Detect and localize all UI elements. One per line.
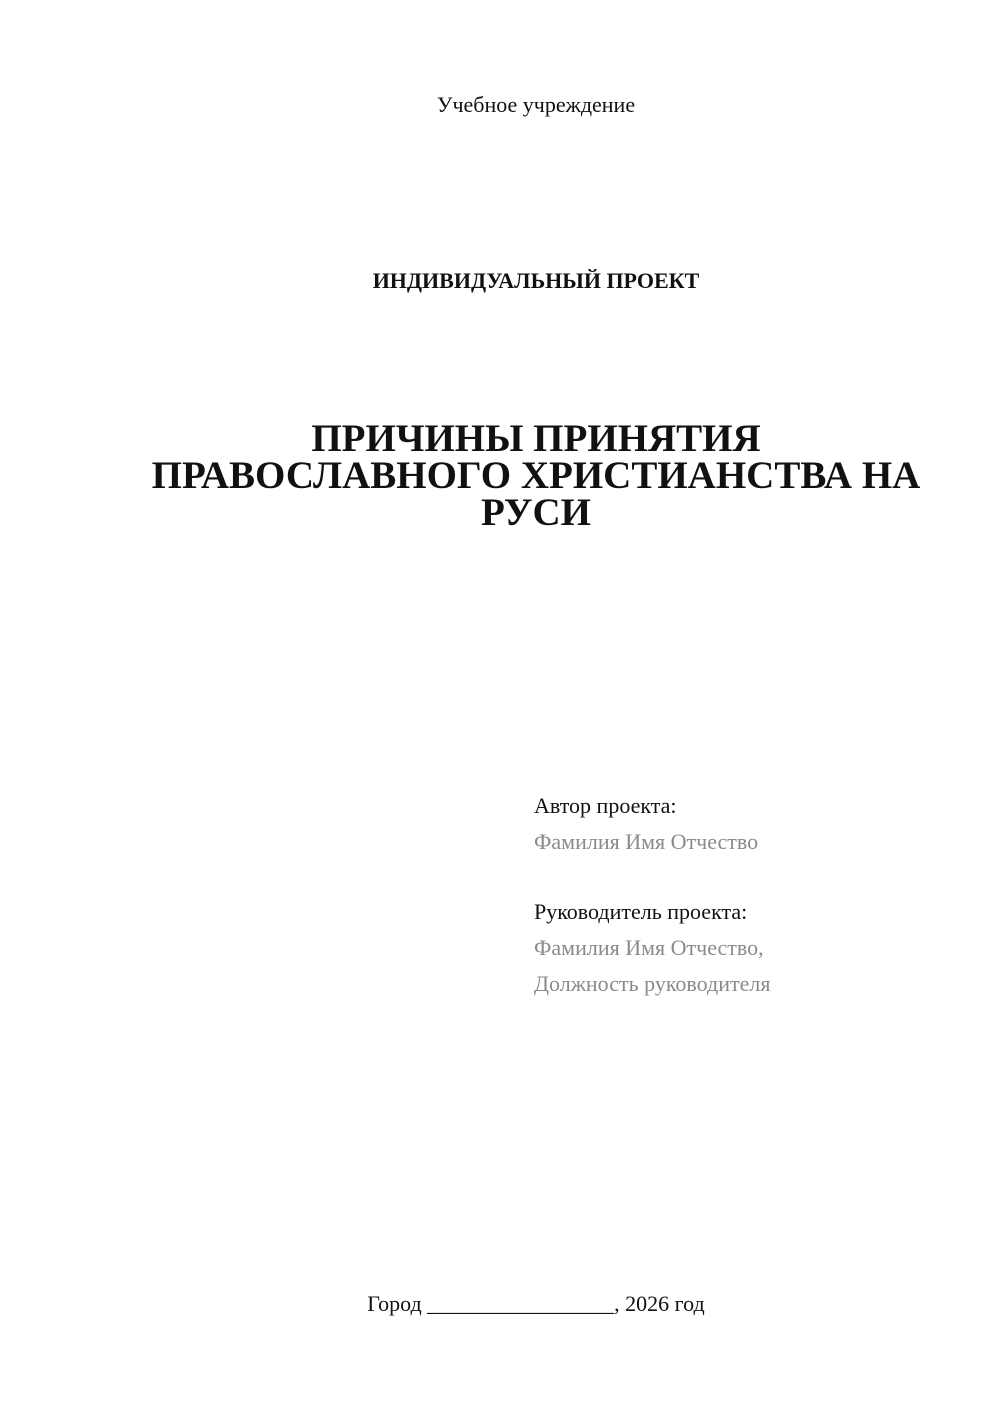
project-title-line: РУСИ — [481, 491, 591, 534]
project-title — [150, 417, 922, 534]
supervisor-position: Должность руководителя — [534, 971, 771, 996]
supervisor-label: Руководитель проекта: — [534, 899, 748, 924]
supervisor-name: Фамилия Имя Отчество, — [534, 935, 764, 960]
project-title-line: ПРИЧИНЫ ПРИНЯТИЯ — [311, 417, 761, 460]
institution-name: Учебное учреждение — [436, 92, 636, 117]
project-title-line: ПРАВОСЛАВНОГО ХРИСТИАНСТВА НА — [151, 454, 921, 497]
author-name: Фамилия Имя Отчество — [534, 829, 759, 854]
signature-block — [534, 788, 974, 1002]
document-type: ИНДИВИДУАЛЬНЫЙ ПРОЕКТ — [372, 268, 700, 293]
spacer — [534, 860, 974, 894]
city-year-footer: Город _________________, 2026 год — [367, 1291, 705, 1316]
author-label: Автор проекта: — [534, 793, 677, 818]
